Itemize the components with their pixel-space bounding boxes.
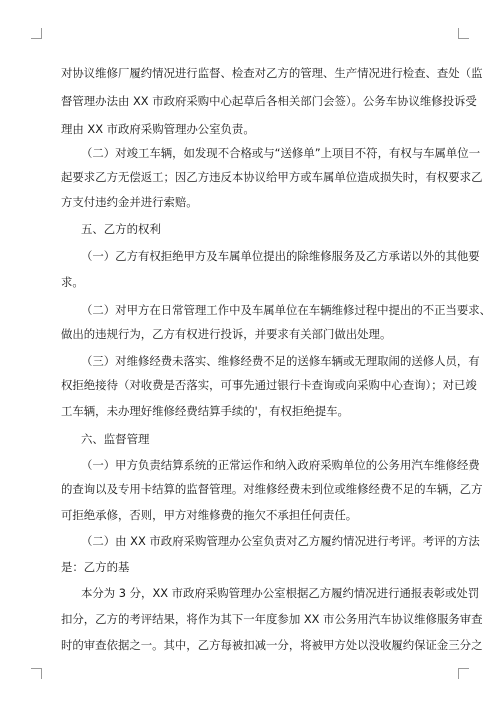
text-line: （一）乙方有权拒绝甲方及车属单位提出的除维修服务及乙方承诺以外的其他要 — [81, 249, 480, 263]
text-line: （二）对甲方在日常管理工作中及车属单位在车辆维修过程中提出的不正当要求、 — [81, 303, 492, 317]
crop-mark-bottom-left — [31, 668, 42, 679]
text-line: 督管理办法由 XX 市政府采购中心起草后各相关部门会签）。公务车协议维修投诉受 — [61, 94, 477, 108]
text-line: 是：乙方的基 — [61, 560, 130, 574]
text-line: （一）甲方负责结算系统的正常运作和纳入政府采购单位的公务用汽车维修经费 — [81, 458, 480, 472]
text-line: 扣分，乙方的考评结果，将作为其下一年度参加 XX 市公务用汽车协议维修服务审查 — [61, 612, 483, 626]
section-heading: 五、乙方的权利 — [81, 222, 161, 236]
text-line: 对协议维修厂履约情况进行监督、检查对乙方的管理、生产情况进行检查、查处（监 — [61, 66, 483, 80]
text-line: 求。 — [61, 275, 84, 289]
text-line: 做出的违规行为，乙方有权进行投诉，并要求有关部门做出处理。 — [61, 327, 392, 341]
crop-mark-bottom-right — [458, 668, 469, 679]
text-line: 方支付违约金并进行索赔。 — [61, 195, 198, 209]
text-line: （二）对竣工车辆，如发现不合格或与“送修单”上项目不符，有权与车属单位一 — [81, 146, 481, 160]
text-line: （二）由 XX 市政府采购管理办公室负责对乙方履约情况进行考评。考评的方法 — [81, 534, 480, 548]
text-line: 本分为 3 分，XX 市政府采购管理办公室根据乙方履约情况进行通报表彰或处罚 — [81, 586, 480, 600]
text-line: （三）对维修经费未落实、维修经费不足的送修车辆或无理取闹的送修人员，有 — [81, 354, 480, 368]
crop-mark-top-right — [458, 28, 469, 39]
text-line: 时的审查依据之一。其中，乙方每被扣减一分，将被甲方处以没收履约保证金三分之 — [61, 638, 483, 652]
text-line: 工车辆，未办理好维修经费结算手续的'，有权拒绝提车。 — [61, 404, 349, 418]
crop-mark-top-left — [31, 28, 42, 39]
text-line: 起要求乙方无偿返工；因乙方违反本协议给甲方或车属单位造成损失时，有权要求乙 — [61, 170, 483, 184]
section-heading: 六、监督管理 — [81, 432, 150, 446]
text-line: 的查询以及专用卡结算的监督管理。对维修经费未到位或维修经费不足的车辆，乙方 — [61, 482, 483, 496]
text-line: 权拒绝接待（对收费是否落实，可事先通过银行卡查询或向采购中心查询）；对已竣 — [61, 378, 477, 392]
text-line: 理由 XX 市政府采购管理办公室负责。 — [61, 122, 255, 136]
text-line: 可拒绝承修，否则，甲方对维修费的拖欠不承担任何责任。 — [61, 508, 358, 522]
